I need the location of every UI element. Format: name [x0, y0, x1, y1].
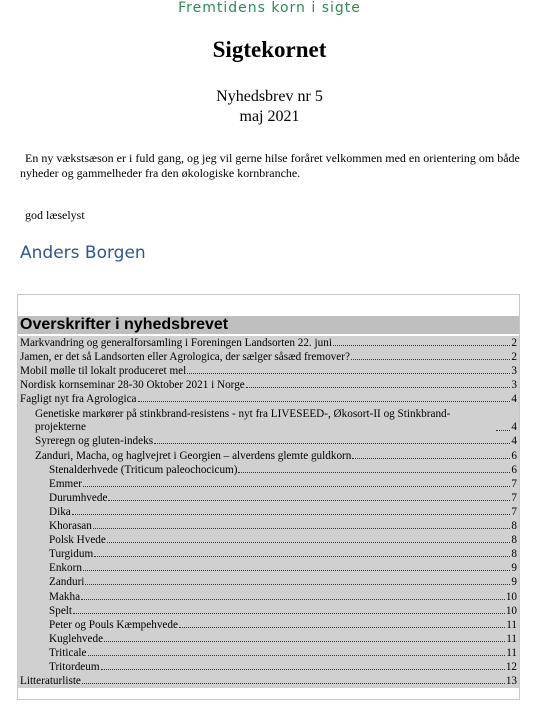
toc-entry-page: 4 [511, 421, 517, 434]
toc-entry-label: Dika [49, 505, 71, 518]
toc-leader-dots [104, 641, 505, 642]
toc-leader-dots [154, 443, 510, 444]
toc-entry[interactable] [18, 632, 519, 646]
toc-entry[interactable] [18, 406, 519, 434]
toc-entry-label: Litteraturliste [20, 675, 81, 688]
toc-entry-label: Khorasan [49, 520, 92, 533]
toc-entry-label: Peter og Pouls Kæmpehvede [49, 618, 178, 631]
toc-entry-label: Tritordeum [49, 660, 100, 673]
issue-number: Nyhedsbrev nr 5 [216, 88, 323, 105]
toc-entry[interactable] [18, 434, 519, 448]
toc-leader-dots [246, 387, 511, 388]
toc-leader-dots [101, 669, 505, 670]
issue-date: maj 2021 [239, 108, 300, 125]
toc-leader-dots [73, 613, 505, 614]
newsletter-tagline: Fremtidens korn i sigte [178, 0, 361, 16]
toc-leader-dots [333, 345, 510, 346]
toc-leader-dots [85, 584, 510, 585]
toc-entry-page: 3 [511, 365, 517, 378]
toc-entry-label: Turgidum [49, 548, 94, 561]
toc-entry-page: 8 [511, 520, 517, 533]
toc-entry[interactable] [18, 674, 519, 688]
toc-entry-page: 6 [511, 449, 517, 462]
toc-entry[interactable] [18, 491, 519, 505]
toc-entry-page: 13 [505, 675, 517, 688]
toc-entry-label: Nordisk kornseminar 28-30 Oktober 2021 i Norge [20, 379, 245, 392]
toc-leader-dots [107, 542, 511, 543]
toc-entry-label: Jamen, er det så Landsorten eller Agrologica, der sælger såsæd fremover? [20, 351, 350, 364]
toc-entry[interactable] [18, 646, 519, 660]
toc-heading: Overskrifter i nyhedsbrevet [18, 316, 519, 334]
toc-entry-page: 4 [511, 435, 517, 448]
toc-entry-label: Markvandring og generalforsamling i Foreningen Landsorten 22. juni [20, 337, 332, 349]
toc-entry-page: 8 [511, 534, 517, 547]
toc-entry-page: 6 [511, 463, 517, 476]
toc-entry[interactable] [18, 477, 519, 491]
toc-entry-page: 11 [506, 618, 517, 631]
toc-entry-page: 11 [506, 632, 517, 645]
toc-leader-dots [187, 373, 510, 374]
toc-entry-page: 4 [511, 393, 517, 406]
table-of-contents [17, 294, 520, 700]
toc-entry[interactable] [18, 463, 519, 477]
toc-entry-page: 3 [511, 379, 517, 392]
toc-entry[interactable] [18, 561, 519, 575]
toc-leader-dots [352, 458, 510, 459]
toc-entry-label: Enkorn [49, 562, 82, 575]
toc-entry-label: Triticale [49, 646, 87, 659]
toc-entry[interactable] [18, 519, 519, 533]
toc-leader-dots [83, 570, 510, 571]
toc-entry-label: Zanduri, Macha, og haglvejret i Georgien – alverdens glemte guldkorn [35, 449, 352, 462]
toc-leader-dots [88, 655, 506, 656]
toc-entry[interactable] [18, 505, 519, 519]
toc-entry[interactable] [18, 449, 519, 463]
toc-leader-dots [496, 430, 510, 431]
greeting-text: god læselyst [25, 208, 85, 222]
toc-entry-page: 7 [511, 491, 517, 504]
toc-leader-dots [94, 556, 510, 557]
toc-entry-label: Emmer [49, 477, 82, 490]
toc-entry-page: 10 [505, 604, 517, 617]
toc-entry-label: Fagligt nyt fra Agrologica [20, 393, 137, 406]
toc-leader-dots [238, 472, 510, 473]
toc-entry-label: Spelt [49, 604, 72, 617]
toc-entry[interactable] [18, 660, 519, 674]
toc-entry-label: Stenalderhvede (Triticum paleochocicum) [49, 463, 238, 476]
toc-entry[interactable] [18, 533, 519, 547]
toc-entry-label: Durumhvede [49, 491, 108, 504]
toc-entry-page: 11 [506, 646, 517, 659]
toc-leader-dots [179, 627, 505, 628]
toc-leader-dots [138, 401, 511, 402]
toc-entry[interactable] [18, 392, 519, 406]
toc-entry-label: Genetiske markører på stinkbrand-resistens - nyt fra LIVESEED-, Økosort-II og Stinkbrand-projekterne [35, 408, 451, 434]
toc-entry-page: 2 [511, 337, 517, 349]
toc-leader-dots [82, 683, 505, 684]
toc-entry-label: Polsk Hvede [49, 534, 106, 547]
toc-entry[interactable] [18, 350, 519, 364]
toc-leader-dots [81, 599, 505, 600]
toc-entry-page: 9 [511, 562, 517, 575]
intro-paragraph: En ny vækstsæson er i fuld gang, og jeg vil gerne hilse foråret velkommen med en orientering om både nyheder og gammelheder fra den økologiske kornbranche. [20, 151, 520, 180]
toc-leader-dots [108, 500, 510, 501]
toc-entry[interactable] [18, 590, 519, 604]
toc-entry[interactable] [18, 336, 519, 350]
toc-entry-page: 2 [511, 351, 517, 364]
toc-entry-label: Zanduri [49, 576, 85, 589]
toc-leader-dots [351, 359, 510, 360]
toc-entry[interactable] [18, 575, 519, 589]
toc-leader-dots [72, 514, 511, 515]
toc-entry-page: 12 [505, 660, 517, 673]
author-signature: Anders Borgen [20, 243, 146, 263]
toc-leader-dots [83, 486, 510, 487]
toc-entry-label: Kuglehvede [49, 632, 104, 645]
toc-leader-dots [93, 528, 511, 529]
newsletter-title: Sigtekornet [212, 37, 327, 62]
toc-entry[interactable] [18, 618, 519, 632]
toc-entry-label: Syreregn og gluten-indeks [35, 435, 154, 448]
toc-list [18, 336, 519, 688]
toc-entry-page: 7 [511, 477, 517, 490]
toc-entry[interactable] [18, 364, 519, 378]
toc-entry-page: 9 [511, 576, 517, 589]
toc-entry[interactable] [18, 378, 519, 392]
toc-entry-page: 7 [511, 505, 517, 518]
toc-entry-page: 10 [505, 590, 517, 603]
toc-entry-label: Makha [49, 590, 81, 603]
toc-entry-label: Mobil mølle til lokalt produceret mel [20, 365, 187, 378]
toc-entry[interactable] [18, 604, 519, 618]
toc-entry[interactable] [18, 547, 519, 561]
toc-entry-page: 8 [511, 548, 517, 561]
